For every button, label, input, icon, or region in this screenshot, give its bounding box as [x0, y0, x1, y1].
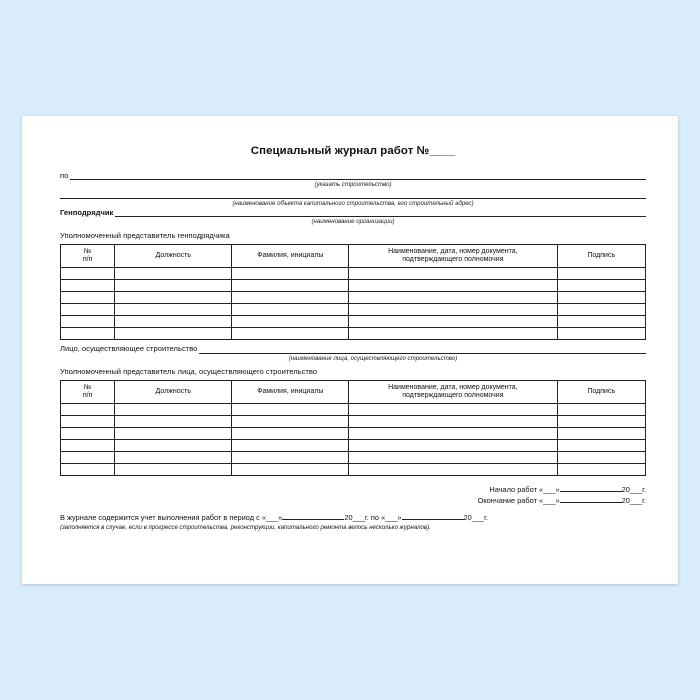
cell-signature[interactable]: [557, 327, 646, 339]
representatives-table-builder: [60, 380, 646, 476]
journal-period-line: [60, 513, 646, 522]
cell-name[interactable]: [232, 439, 349, 451]
cell-number[interactable]: [61, 427, 115, 439]
column-header-signature: Подпись: [557, 380, 646, 403]
column-header-number: [61, 244, 115, 267]
cell-document[interactable]: [349, 267, 557, 279]
column-header-document: [349, 244, 557, 267]
document-sheet: [60, 138, 646, 558]
column-header-number-line1: №: [83, 247, 92, 255]
table-row[interactable]: [61, 291, 646, 303]
journal-period-part2: 20___г. по «___»: [344, 513, 402, 523]
table-row[interactable]: [61, 267, 646, 279]
cell-position[interactable]: [115, 463, 232, 475]
start-date-line: [60, 485, 646, 494]
address-line-hint: (наименование объекта капитального строительства, его строительный адрес): [232, 199, 474, 207]
column-header-document-line2: подтверждающего полномочия: [402, 391, 504, 399]
cell-document[interactable]: [349, 279, 557, 291]
section2-label: Уполномоченный представитель лица, осуществляющего строительство: [60, 367, 318, 377]
column-header-document-line2: подтверждающего полномочия: [402, 255, 504, 263]
column-header-position: Должность: [115, 380, 232, 403]
cell-document[interactable]: [349, 315, 557, 327]
cell-position[interactable]: [115, 327, 232, 339]
cell-number[interactable]: [61, 439, 115, 451]
cell-name[interactable]: [232, 451, 349, 463]
cell-document[interactable]: [349, 403, 557, 415]
table-row[interactable]: [61, 427, 646, 439]
cell-number[interactable]: [61, 327, 115, 339]
object-line-rule[interactable]: [70, 170, 646, 180]
cell-name[interactable]: [232, 291, 349, 303]
general-contractor-rule[interactable]: [115, 207, 646, 217]
cell-document[interactable]: [349, 439, 557, 451]
cell-signature[interactable]: [557, 279, 646, 291]
cell-document[interactable]: [349, 451, 557, 463]
cell-name[interactable]: [232, 327, 349, 339]
table-row[interactable]: [61, 451, 646, 463]
cell-name[interactable]: [232, 427, 349, 439]
journal-period-from-field[interactable]: [282, 519, 344, 520]
cell-number[interactable]: [61, 403, 115, 415]
works-dates: [60, 485, 646, 506]
cell-document[interactable]: [349, 427, 557, 439]
document-paper: [22, 116, 678, 584]
cell-position[interactable]: [115, 415, 232, 427]
cell-signature[interactable]: [557, 315, 646, 327]
column-header-name: Фамилия, инициалы: [232, 380, 349, 403]
cell-position[interactable]: [115, 427, 232, 439]
column-header-number: [61, 380, 115, 403]
table-row[interactable]: [61, 439, 646, 451]
builder-rule[interactable]: [199, 344, 646, 354]
column-header-signature: Подпись: [557, 244, 646, 267]
table-body-contractor: [61, 267, 646, 339]
table-row[interactable]: [61, 415, 646, 427]
journal-period-part1: В журнале содержится учет выполнения работ в период с «___»: [60, 513, 283, 523]
table-row[interactable]: [61, 303, 646, 315]
cell-position[interactable]: [115, 451, 232, 463]
cell-document[interactable]: [349, 327, 557, 339]
cell-signature[interactable]: [557, 403, 646, 415]
general-contractor-hint: (наименование организации): [311, 218, 395, 226]
cell-position[interactable]: [115, 303, 232, 315]
cell-signature[interactable]: [557, 303, 646, 315]
cell-number[interactable]: [61, 303, 115, 315]
cell-document[interactable]: [349, 415, 557, 427]
section1-label: Уполномоченный представитель генподрядчика: [60, 231, 230, 241]
general-contractor-line: [60, 207, 646, 217]
builder-hint: (наименование лица, осуществляющего строительство): [288, 354, 458, 362]
cell-document[interactable]: [349, 303, 557, 315]
column-header-number-line2: п/п: [82, 391, 93, 399]
address-line-rule[interactable]: [60, 189, 646, 199]
general-contractor-label: Генподрядчик: [60, 207, 114, 217]
object-line-hint: (указать строительство): [314, 181, 392, 189]
column-header-document: [349, 380, 557, 403]
cell-position[interactable]: [115, 439, 232, 451]
end-date-field[interactable]: [560, 502, 622, 503]
cell-signature[interactable]: [557, 451, 646, 463]
column-header-name: Фамилия, инициалы: [232, 244, 349, 267]
cell-number[interactable]: [61, 415, 115, 427]
cell-signature[interactable]: [557, 427, 646, 439]
cell-name[interactable]: [232, 403, 349, 415]
page-title: Специальный журнал работ №____: [250, 145, 456, 157]
cell-document[interactable]: [349, 463, 557, 475]
table-row[interactable]: [61, 279, 646, 291]
cell-signature[interactable]: [557, 267, 646, 279]
cell-number[interactable]: [61, 267, 115, 279]
table-row[interactable]: [61, 403, 646, 415]
journal-period-part3: 20___г.: [463, 513, 488, 523]
column-header-number-line1: №: [83, 383, 92, 391]
cell-position[interactable]: [115, 315, 232, 327]
cell-position[interactable]: [115, 267, 232, 279]
journal-period-to-field[interactable]: [402, 519, 464, 520]
cell-name[interactable]: [232, 267, 349, 279]
object-line: [60, 170, 646, 180]
start-date-field[interactable]: [560, 491, 622, 492]
cell-name[interactable]: [232, 463, 349, 475]
cell-position[interactable]: [115, 291, 232, 303]
end-date-year: 20___г.: [621, 495, 646, 505]
cell-number[interactable]: [61, 291, 115, 303]
table-header-row: [61, 244, 646, 267]
cell-number[interactable]: [61, 315, 115, 327]
column-header-position: Должность: [115, 244, 232, 267]
cell-signature[interactable]: [557, 463, 646, 475]
journal-period-note: (заполняется в случае, если в прогрессе строительства, реконструкции, капитального ремонта велось несколько журналов).: [60, 524, 431, 532]
cell-document[interactable]: [349, 291, 557, 303]
cell-position[interactable]: [115, 403, 232, 415]
end-date-line: [60, 496, 646, 505]
cell-name[interactable]: [232, 315, 349, 327]
builder-label: Лицо, осуществляющее строительство: [60, 344, 198, 354]
cell-number[interactable]: [61, 279, 115, 291]
table-body-builder: [61, 403, 646, 475]
cell-name[interactable]: [232, 279, 349, 291]
cell-signature[interactable]: [557, 291, 646, 303]
column-header-document-line1: Наименование, дата, номер документа,: [388, 247, 518, 255]
cell-name[interactable]: [232, 303, 349, 315]
column-header-number-line2: п/п: [82, 255, 93, 263]
cell-signature[interactable]: [557, 415, 646, 427]
representatives-table-contractor: [60, 244, 646, 340]
cell-name[interactable]: [232, 415, 349, 427]
builder-line: [60, 344, 646, 354]
table-row[interactable]: [61, 327, 646, 339]
cell-position[interactable]: [115, 279, 232, 291]
object-line-label: по: [60, 170, 69, 180]
cell-number[interactable]: [61, 463, 115, 475]
address-line: [60, 189, 646, 199]
start-date-year: 20___г.: [621, 484, 646, 494]
table-row[interactable]: [61, 463, 646, 475]
start-date-label: Начало работ «___»: [489, 484, 560, 494]
cell-signature[interactable]: [557, 439, 646, 451]
end-date-label: Окончание работ «___»: [477, 495, 560, 505]
column-header-document-line1: Наименование, дата, номер документа,: [388, 383, 518, 391]
cell-number[interactable]: [61, 451, 115, 463]
table-header-row: [61, 380, 646, 403]
table-row[interactable]: [61, 315, 646, 327]
